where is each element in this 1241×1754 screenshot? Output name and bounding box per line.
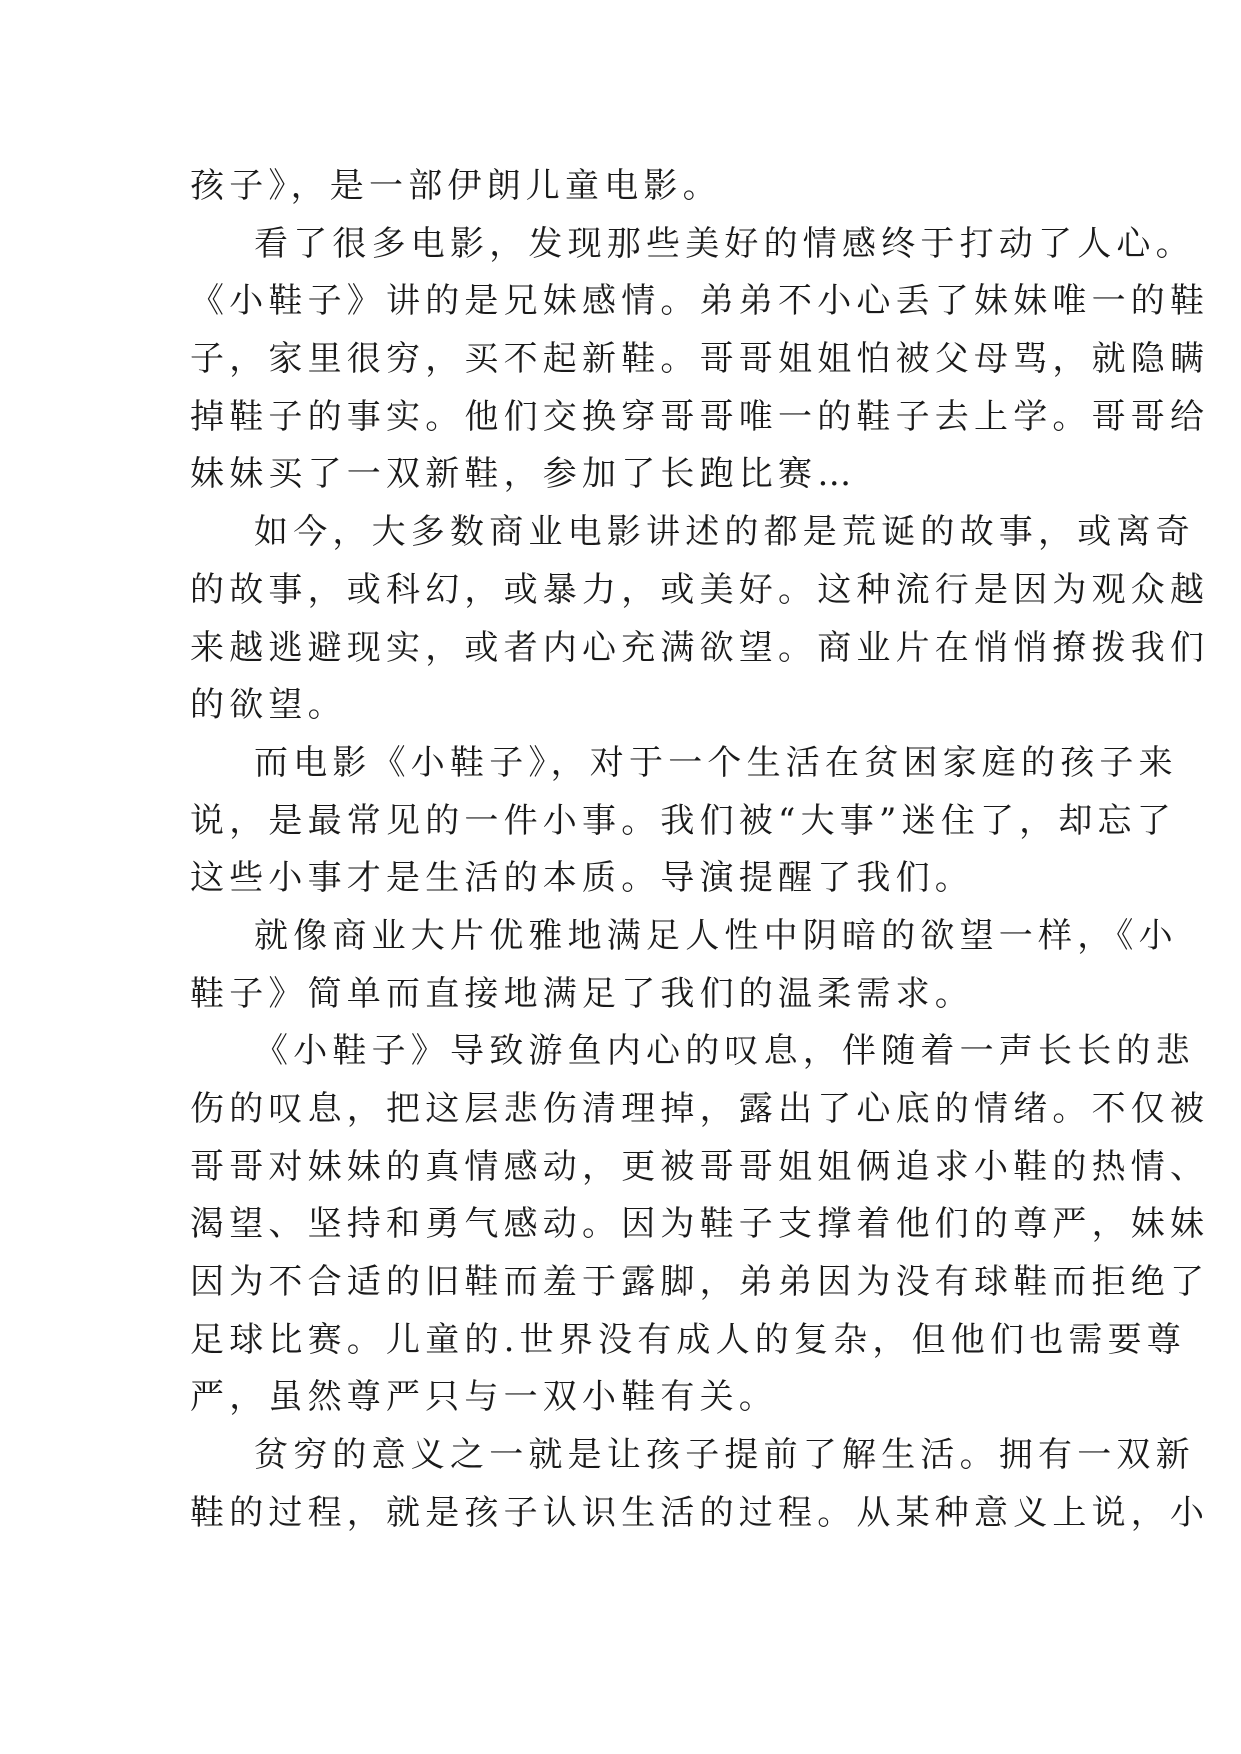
paragraph-first-line: 贫穷的意义之一就是让孩子提前了解生活。拥有一双新 (254, 1435, 1195, 1476)
paragraph-first-line: 如今，大多数商业电影讲述的都是荒诞的故事，或离奇 (254, 512, 1195, 553)
text-line: 鞋的过程，就是孩子认识生活的过程。从某种意义上说，小 (190, 1492, 1210, 1533)
text-line: 的欲望。 (190, 685, 347, 726)
text-line: 说，是最常见的一件小事。我们被“大事”迷住了，却忘了 (190, 800, 1176, 841)
text-line: 因为不合适的旧鞋而羞于露脚，弟弟因为没有球鞋而拒绝了 (190, 1262, 1210, 1303)
text-line: 伤的叹息，把这层悲伤清理掉，露出了心底的情绪。不仅被 (190, 1089, 1210, 1129)
text-line: 鞋子》简单而直接地满足了我们的温柔需求。 (190, 973, 974, 1014)
paragraph-first-line: 而电影《小鞋子》，对于一个生活在贫困家庭的孩子来 (254, 742, 1178, 783)
text-line: 的故事，或科幻，或暴力，或美好。这种流行是因为观众越 (190, 569, 1210, 610)
paragraph-first-line: 就像商业大片优雅地满足人性中阴暗的欲望一样，《小 (254, 915, 1178, 956)
text-line: 来越逃避现实，或者内心充满欲望。商业片在悄悄撩拨我们 (190, 627, 1210, 668)
text-line: 渴望、坚持和勇气感动。因为鞋子支撑着他们的尊严，妹妹 (190, 1204, 1210, 1245)
text-line: 《小鞋子》讲的是兄妹感情。弟弟不小心丢了妹妹唯一的鞋 (190, 281, 1210, 322)
text-line: 这些小事才是生活的本质。导演提醒了我们。 (190, 858, 974, 899)
document-text-body (190, 158, 1210, 1543)
text-line: 子，家里很穷，买不起新鞋。哥哥姐姐怕被父母骂，就隐瞒 (190, 339, 1210, 380)
text-line: 妹妹买了一双新鞋，参加了长跑比赛… (190, 454, 857, 495)
text-line: 严，虽然尊严只与一双小鞋有关。 (190, 1377, 778, 1418)
text-line: 孩子》，是一部伊朗儿童电影。 (190, 166, 722, 206)
text-line: 哥哥对妹妹的真情感动，更被哥哥姐姐俩追求小鞋的热情、 (190, 1146, 1210, 1187)
paragraph-first-line: 看了很多电影，发现那些美好的情感终于打动了人心。 (254, 223, 1195, 264)
text-line: 掉鞋子的事实。他们交换穿哥哥唯一的鞋子去上学。哥哥给 (190, 396, 1210, 437)
paragraph-first-line: 《小鞋子》导致游鱼内心的叹息，伴随着一声长长的悲 (254, 1031, 1195, 1072)
text-line: 足球比赛。儿童的.世界没有成人的复杂，但他们也需要尊 (190, 1319, 1187, 1360)
